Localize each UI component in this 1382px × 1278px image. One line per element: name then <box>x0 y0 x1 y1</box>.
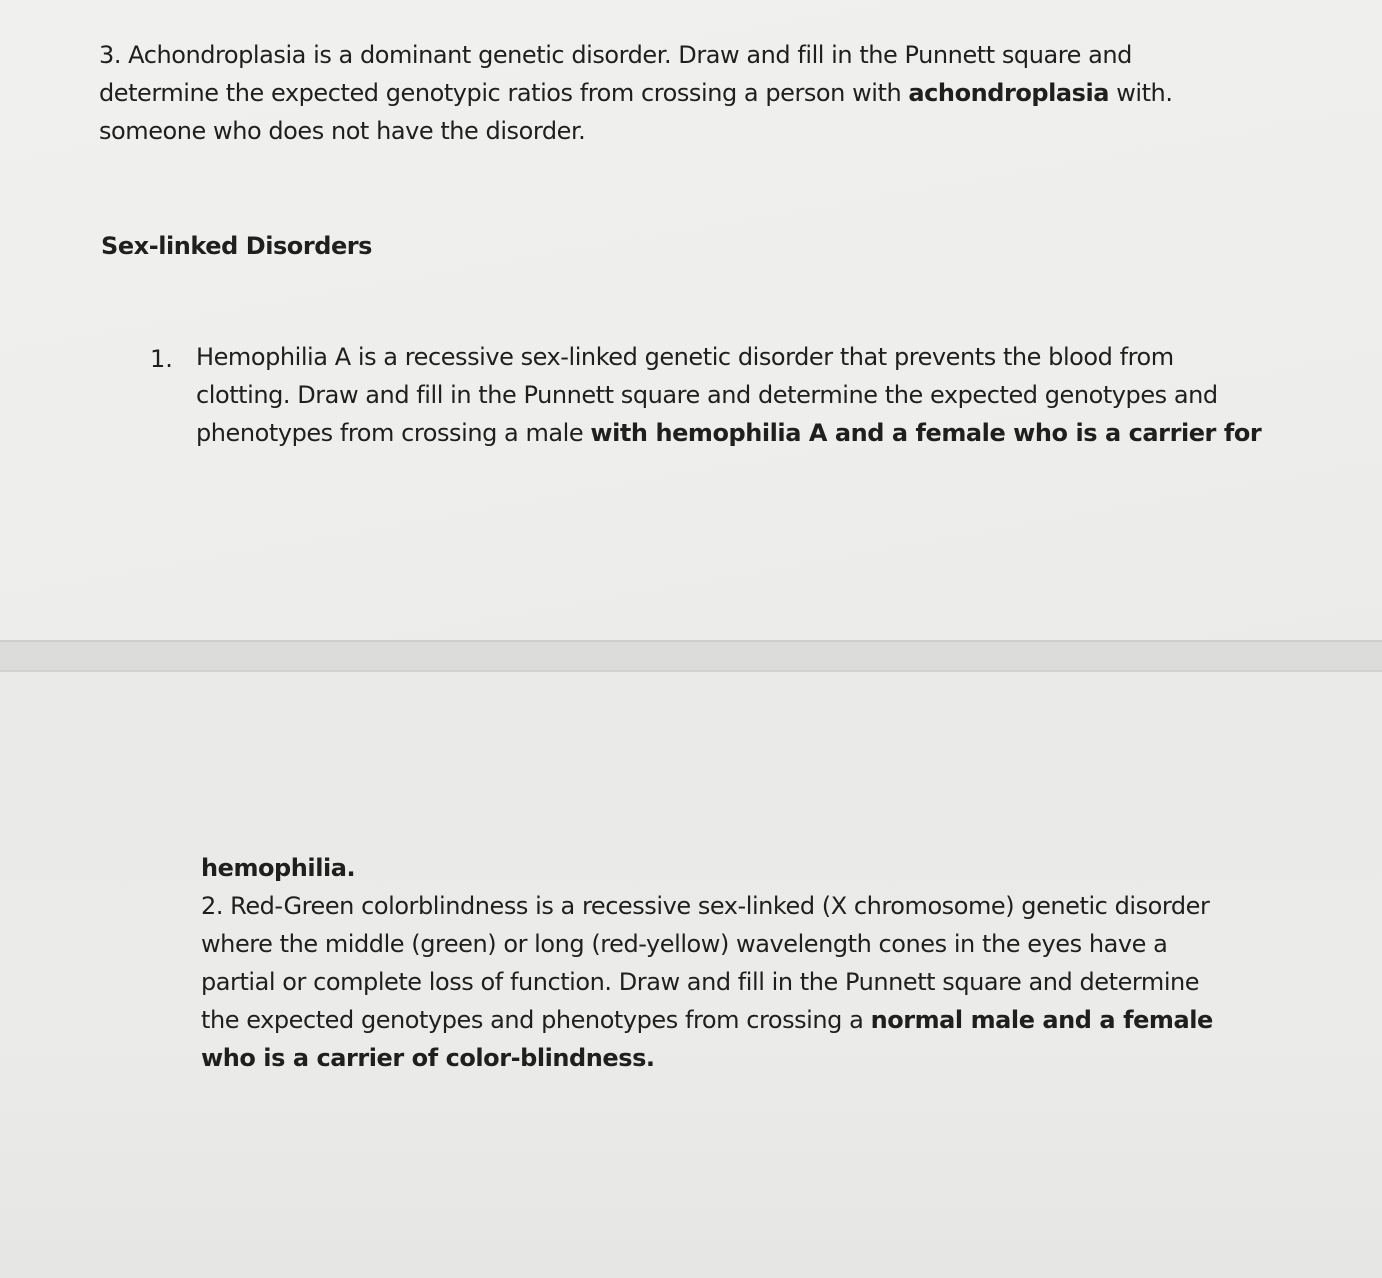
question-3-line-3: someone who does not have the disorder. <box>99 117 586 145</box>
bold-phrase: normal male and a female <box>870 1006 1213 1034</box>
item-1-line-3: phenotypes from crossing a male with hemophilia A and a female who is a carrier for <box>196 419 1262 447</box>
item-1-line-2: clotting. Draw and fill in the Punnett square and determine the expected genotypes and <box>196 381 1218 409</box>
item-2-line-2: where the middle (green) or long (red-yellow) wavelength cones in the eyes have a <box>201 930 1168 958</box>
item-1-continuation: hemophilia. <box>201 854 356 882</box>
question-3 <box>99 36 1173 150</box>
bold-phrase: with hemophilia A and a female who is a carrier for <box>590 419 1262 447</box>
page-2-text <box>201 849 1213 1077</box>
item-2-line-3: partial or complete loss of function. Draw and fill in the Punnett square and determine <box>201 968 1200 996</box>
item-2-line-5: who is a carrier of color-blindness. <box>201 1044 655 1072</box>
section-heading: Sex-linked Disorders <box>101 232 373 260</box>
page-break <box>0 640 1382 672</box>
question-3-line-1: 3. Achondroplasia is a dominant genetic disorder. Draw and fill in the Punnett square and <box>99 41 1132 69</box>
bold-term: achondroplasia <box>908 79 1110 107</box>
item-1-line-1: Hemophilia A is a recessive sex-linked genetic disorder that prevents the blood from <box>196 343 1174 371</box>
list-item-hemophilia <box>196 338 1261 452</box>
question-3-line-2: determine the expected genotypic ratios from crossing a person with achondroplasia with. <box>99 79 1173 107</box>
item-2-line-1: 2. Red-Green colorblindness is a recessive sex-linked (X chromosome) genetic disorder <box>201 892 1210 920</box>
item-2-line-4: the expected genotypes and phenotypes from crossing a normal male and a female <box>201 1006 1213 1034</box>
list-number: 1. <box>150 345 173 373</box>
